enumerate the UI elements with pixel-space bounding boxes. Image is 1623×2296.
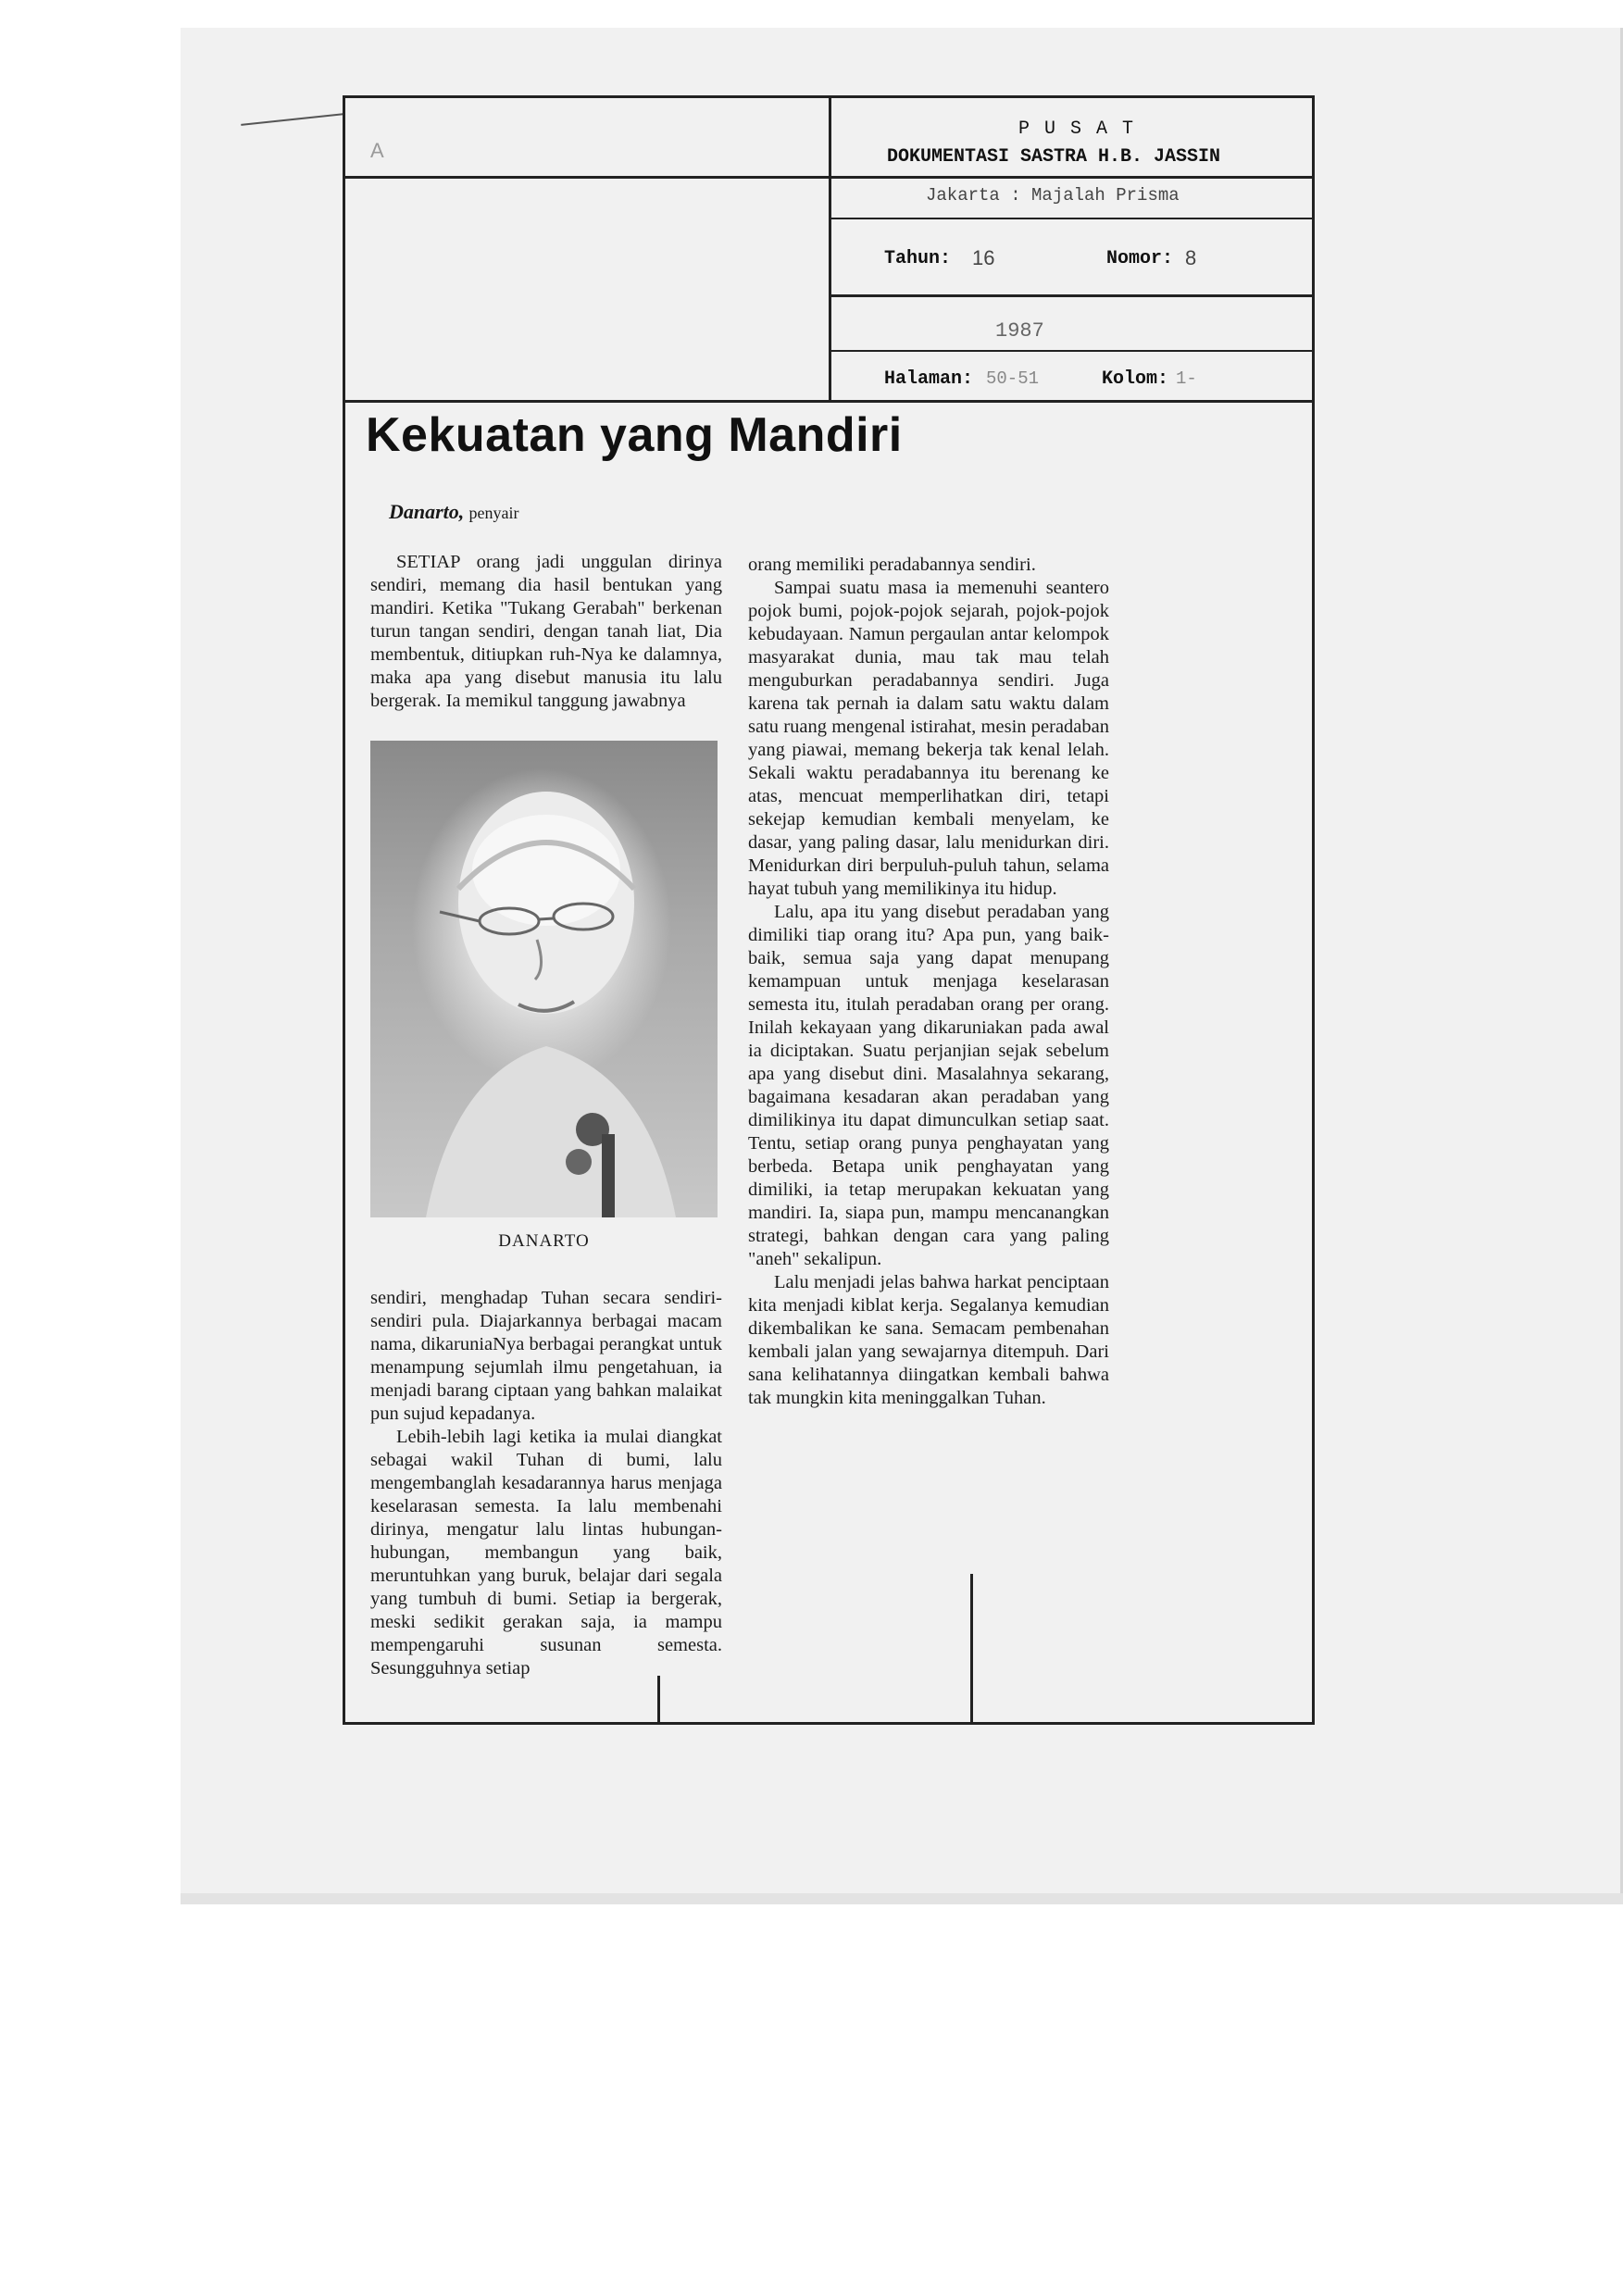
column-end-mark-left <box>657 1676 660 1722</box>
paragraph: Lebih-lebih lagi ketika ia mulai diangkat sebagai wakil Tuhan di bumi, lalu mengembanglah kesadarannya harus menjaga keselarasan semesta. Ia lalu membenahi dirinya, mengatur lalu lintas hubungan-hubungan, membangun yang baik, meruntuhkan yang buruk, belajar dari segala yang tumbuh di bumi. Setiap ia bergerak, meski sedikit gerakan saja, ia mampu mempengaruhi susunan semesta. Sesungguhnya setiap <box>370 1427 722 1678</box>
column-end-mark <box>970 1574 973 1722</box>
halaman-label: Halaman: <box>884 368 974 390</box>
byline <box>389 500 519 524</box>
paragraph: orang memiliki peradabannya sendiri. <box>748 555 1036 575</box>
archive-title: P U S A T <box>1018 119 1136 140</box>
year-value: 1987 <box>995 319 1044 343</box>
column-1-top <box>370 551 722 713</box>
corner-mark: A <box>370 139 384 162</box>
sheet-edge-shadow <box>181 1893 1623 1904</box>
author-role: penyair <box>468 504 519 522</box>
frame-right <box>1312 95 1315 1725</box>
photo-caption: DANARTO <box>498 1231 590 1251</box>
paragraph: Sampai suatu masa ia memenuhi seantero pojok bumi, pojok-pojok sejarah, pojok-pojok kebudayaan. Namun pergaulan antar kelompok masyarakat dunia, mau tak mau telah menguburkan peradabannya sendiri. Juga karena tak pernah ia dalam satu waktu dalam satu ruang mengenal istirahat, mesin peradaban yang piawai, memang bekerja tak kenal lelah. Sekali waktu peradabannya itu berenang ke atas, mencuat memperlihatkan diri, tetapi sekejap kemudian kembali menyelam, ke dasar, yang paling dasar, lalu menidurkan diri. Menidurkan diri berpuluh-puluh tahun, selama hayat tubuh yang memilikinya itu hidup. <box>748 578 1109 899</box>
paragraph: Lalu menjadi jelas bahwa harkat penciptaan kita menjadi kiblat kerja. Segalanya kemudian dikembalikan ke sana. Semacam pembenahan kembali jalan yang sewajarnya ditempuh. Dari sana kelihatannya diingatkan kembali bahwa tak mungkin kita meninggalkan Tuhan. <box>748 1272 1109 1408</box>
column-2 <box>748 554 1109 1410</box>
author-name: Danarto, <box>389 500 465 523</box>
frame-left <box>343 95 345 1725</box>
nomor-value: 8 <box>1185 246 1197 269</box>
portrait-sketch <box>370 741 718 1217</box>
nomor-label: Nomor: <box>1106 248 1174 269</box>
source-publication: Jakarta : Majalah Prisma <box>926 185 1180 206</box>
tahun-label: Tahun: <box>884 248 952 269</box>
column-1-bottom <box>370 1287 722 1680</box>
paragraph: sendiri, menghadap Tuhan secara sendiri-sendiri pula. Diajarkannya berbagai macam nama, dikaruniaNya berbagai perangkat untuk menampung sejumlah ilmu pengetahuan, ia menjadi barang ciptaan yang bahkan malaikat pun sujud kepadanya. <box>370 1288 722 1424</box>
archive-name: DOKUMENTASI SASTRA H.B. JASSIN <box>887 146 1221 168</box>
author-photo <box>370 741 718 1217</box>
frame-bottom <box>343 1722 1315 1725</box>
paragraph: Lalu, apa itu yang disebut peradaban yang dimiliki tiap orang itu? Apa pun, yang baik-baik, semua saja yang dapat menupang kemampuan untuk menjaga keselarasan semesta itu, itulah peradaban orang per orang. Inilah kekayaan yang dikaruniakan pada awal ia diciptakan. Suatu perjanjian sejak sebelum apa yang disebut dini. Masalahnya sekarang, bagaimana kesadaran akan peradaban yang dimilikinya itu dapat dimunculkan setiap saat. Tentu, setiap orang punya penghayatan yang berbeda. Betapa unik penghayatan yang dimiliki, ia tetap merupakan kekuatan yang mandiri. Ia, siapa pun, mampu mencanangkan strategi, bahkan dengan cara yang paling "aneh" sekalipun. <box>748 902 1109 1269</box>
kolom-value: 1- <box>1176 368 1197 389</box>
tahun-value: 16 <box>972 246 995 269</box>
paragraph: SETIAP orang jadi unggulan dirinya sendiri, memang dia hasil bentukan yang mandiri. Ketika "Tukang Gerabah" berkenan turun tangan sendiri, dengan tanah liat, Dia membentuk, ditiupkan ruh-Nya ke dalamnya, maka apa yang disebut manusia itu lalu bergerak. Ia memikul tanggung jawabnya <box>370 552 722 711</box>
halaman-value: 50-51 <box>986 368 1040 389</box>
article-title: Kekuatan yang Mandiri <box>366 408 903 462</box>
kolom-label: Kolom: <box>1102 368 1169 390</box>
